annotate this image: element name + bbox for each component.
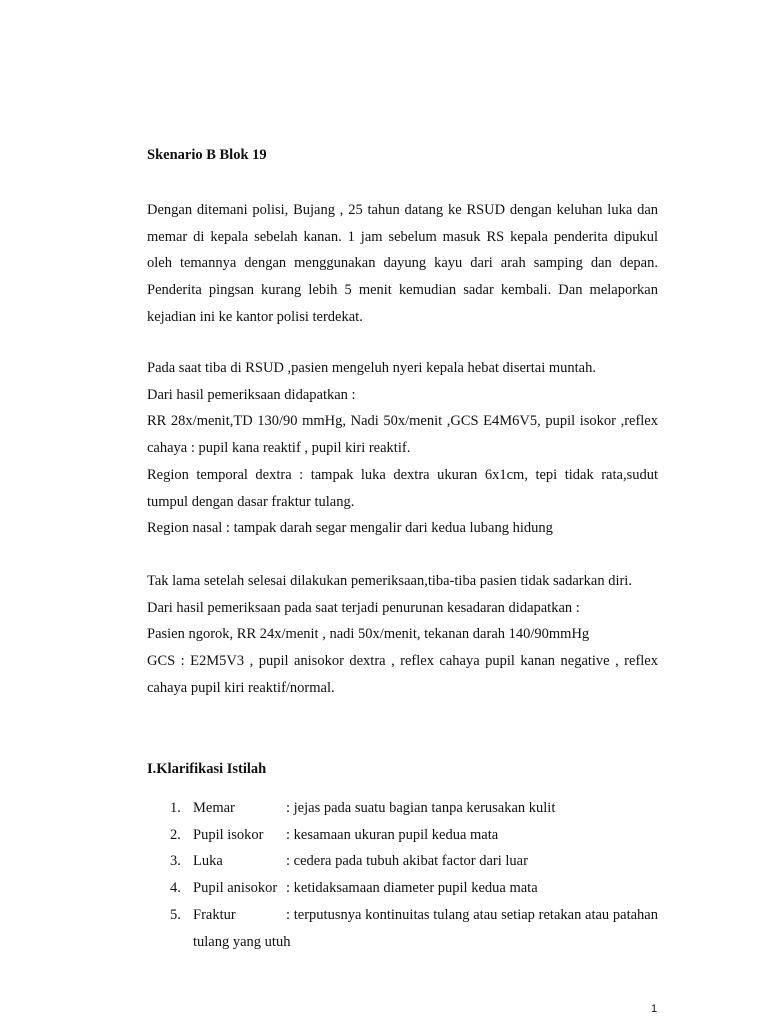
paragraph-line: RR 28x/menit,TD 130/90 mmHg, Nadi 50x/menit ,GCS E4M6V5, pupil isokor ,reflex cahaya : pupil kana reaktif , pupil kiri reaktif. [147,413,658,457]
term-name: Pupil isokor [193,826,264,843]
paragraph-line: Dari hasil pemeriksaan pada saat terjadi penurunan kesadaran didapatkan : [147,599,580,616]
paragraph-line: Pada saat tiba di RSUD ,pasien mengeluh nyeri kepala hebat disertai muntah. [147,360,596,376]
paragraph-line: Dari hasil pemeriksaan didapatkan : [147,386,356,403]
term-definition: : terputusnya kontinuitas tulang atau setiap retakan atau patahan tulang yang utuh [193,906,658,950]
list-item [147,875,658,902]
list-number: 4. [170,880,181,897]
document-title: Skenario B Blok 19 [147,147,267,163]
list-item [147,902,658,955]
section-heading: I.Klarifikasi Istilah [147,761,267,777]
scenario-paragraph-1 [147,197,658,331]
scenario-paragraph-2 [147,355,658,542]
term-definition: : jejas pada suatu bagian tanpa kerusakan kulit [286,800,556,816]
paragraph-line: Region nasal : tampak darah segar mengalir dari kedua lubang hidung [147,520,553,537]
list-item [147,822,658,849]
paragraph-line: GCS : E2M5V3 , pupil anisokor dextra , reflex cahaya pupil kanan negative , reflex cahaya pupil kiri reaktif/normal. [147,653,658,696]
paragraph-line: Tak lama setelah selesai dilakukan pemeriksaan,tiba-tiba pasien tidak sadarkan diri. [147,573,632,589]
paragraph-line: Pasien ngorok, RR 24x/menit , nadi 50x/menit, tekanan darah 140/90mmHg [147,626,590,643]
list-number: 5. [170,906,181,923]
list-number: 1. [170,800,181,816]
term-definition: : cedera pada tubuh akibat factor dari luar [286,853,528,870]
term-name: Fraktur [193,906,236,923]
paragraph-line: Region temporal dextra : tampak luka dextra ukuran 6x1cm, tepi tidak rata,sudut tumpul dengan dasar fraktur tulang. [147,466,658,510]
term-definition: : ketidaksamaan diameter pupil kedua mata [286,880,538,897]
list-number: 3. [170,853,181,870]
list-item [147,848,658,875]
paragraph-line: Dengan ditemani polisi, Bujang , 25 tahun datang ke RSUD dengan keluhan luka dan memar di kepala sebelah kanan. 1 jam sebelum masuk RS kepala penderita dipukul oleh temannya dengan menggunakan dayung kayu dari arah samping dan depan. Penderita pingsan kurang lebih 5 menit kemudian sadar kembali. Dan melaporkan kejadian ini ke kantor polisi terdekat. [147,202,658,325]
list-item [147,795,658,822]
term-definition: : kesamaan ukuran pupil kedua mata [286,826,499,843]
page-number: 1 [651,1003,658,1015]
term-list [147,795,658,955]
scenario-paragraph-3 [147,568,658,702]
term-name: Luka [193,853,223,870]
list-number: 2. [170,826,181,843]
term-name: Memar [193,800,235,816]
term-name: Pupil anisokor [193,880,278,897]
